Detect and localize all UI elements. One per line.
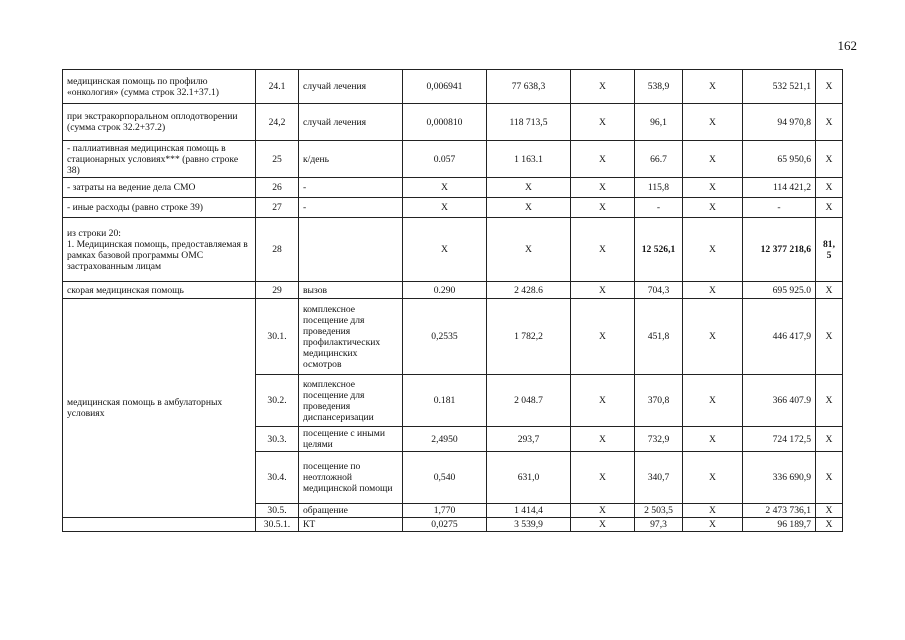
row-code: 26 <box>256 178 299 198</box>
cell-norm: 0.057 <box>403 141 487 178</box>
row-code: 25 <box>256 141 299 178</box>
cell-c10: X <box>816 141 843 178</box>
cell-c8: X <box>683 299 743 375</box>
cell-c6: X <box>571 504 635 518</box>
row-name: - иные расходы (равно строке 39) <box>63 198 256 218</box>
table-row <box>63 282 843 299</box>
row-name: - затраты на ведение дела СМО <box>63 178 256 198</box>
row-name: из строки 20: 1. Медицинская помощь, предоставляемая в рамках базовой программы ОМС застрахованным лицам <box>63 218 256 282</box>
cell-c6: X <box>571 104 635 141</box>
cell-cost: 1 163.1 <box>487 141 571 178</box>
row-unit: КТ <box>299 518 403 532</box>
table-row <box>63 178 843 198</box>
cell-norm: 0.290 <box>403 282 487 299</box>
cell-c9: 2 473 736,1 <box>743 504 816 518</box>
cell-c9: 96 189,7 <box>743 518 816 532</box>
cell-c10: 81, 5 <box>816 218 843 282</box>
cell-norm: 0,0275 <box>403 518 487 532</box>
cell-c7: 538,9 <box>635 70 683 104</box>
row-name: при экстракорпоральном оплодотворении (сумма строк 32.2+37.2) <box>63 104 256 141</box>
cell-c8: X <box>683 452 743 504</box>
row-code: 29 <box>256 282 299 299</box>
cell-cost: 631,0 <box>487 452 571 504</box>
cell-c7: 704,3 <box>635 282 683 299</box>
row-unit: - <box>299 198 403 218</box>
cell-cost: 118 713,5 <box>487 104 571 141</box>
row-unit: случай лечения <box>299 70 403 104</box>
cell-c9: 724 172,5 <box>743 427 816 452</box>
cell-cost: 293,7 <box>487 427 571 452</box>
cell-cost: 1 414,4 <box>487 504 571 518</box>
cell-norm: X <box>403 178 487 198</box>
row-code: 30.4. <box>256 452 299 504</box>
row-code: 24.1 <box>256 70 299 104</box>
cell-c9: - <box>743 198 816 218</box>
row-code: 30.5. <box>256 504 299 518</box>
cell-cost: X <box>487 198 571 218</box>
row-unit: - <box>299 178 403 198</box>
table-row <box>63 198 843 218</box>
cell-cost: 2 428.6 <box>487 282 571 299</box>
row-unit: случай лечения <box>299 104 403 141</box>
cell-c6: X <box>571 282 635 299</box>
cell-c10: X <box>816 178 843 198</box>
cell-c8: X <box>683 218 743 282</box>
cell-c7: 451,8 <box>635 299 683 375</box>
row-code: 30.3. <box>256 427 299 452</box>
cell-c7: 12 526,1 <box>635 218 683 282</box>
cell-c6: X <box>571 452 635 504</box>
cell-c7: 96,1 <box>635 104 683 141</box>
cell-cost: 1 782,2 <box>487 299 571 375</box>
cell-norm: 2,4950 <box>403 427 487 452</box>
cell-c6: X <box>571 141 635 178</box>
row-code: 24,2 <box>256 104 299 141</box>
cell-c8: X <box>683 427 743 452</box>
cell-c6: X <box>571 518 635 532</box>
cell-c10: X <box>816 375 843 427</box>
table-row <box>63 104 843 141</box>
cell-c9: 336 690,9 <box>743 452 816 504</box>
row-unit: посещение с иными целями <box>299 427 403 452</box>
ambulatory-name: медицинская помощь в амбулаторных условиях <box>63 299 256 518</box>
cell-c10: X <box>816 104 843 141</box>
row-unit: посещение по неотложной медицинской помощи <box>299 452 403 504</box>
cell-c8: X <box>683 504 743 518</box>
cell-c8: X <box>683 198 743 218</box>
cell-c10: X <box>816 504 843 518</box>
cell-norm: X <box>403 218 487 282</box>
cell-c9: 65 950,6 <box>743 141 816 178</box>
cell-c7: 340,7 <box>635 452 683 504</box>
row-name: скорая медицинская помощь <box>63 282 256 299</box>
row-unit <box>299 218 403 282</box>
cell-c10: X <box>816 452 843 504</box>
row-name: медицинская помощь по профилю «онкология» (сумма строк 32.1+37.1) <box>63 70 256 104</box>
cell-c6: X <box>571 218 635 282</box>
cell-cost: 3 539,9 <box>487 518 571 532</box>
table-row <box>63 141 843 178</box>
table-row <box>63 218 843 282</box>
cell-norm: X <box>403 198 487 218</box>
cell-c7: 370,8 <box>635 375 683 427</box>
row-unit: комплексное посещение для проведения диспансеризации <box>299 375 403 427</box>
cell-cost: 77 638,3 <box>487 70 571 104</box>
cell-c7: 115,8 <box>635 178 683 198</box>
cell-c7: 66.7 <box>635 141 683 178</box>
row-unit: вызов <box>299 282 403 299</box>
financing-table <box>62 69 843 532</box>
cell-norm: 1,770 <box>403 504 487 518</box>
cell-c8: X <box>683 518 743 532</box>
cell-c7: 97,3 <box>635 518 683 532</box>
cell-cost: 2 048.7 <box>487 375 571 427</box>
cell-c10: X <box>816 518 843 532</box>
cell-c9: 12 377 218,6 <box>743 218 816 282</box>
cell-c6: X <box>571 70 635 104</box>
cell-c9: 695 925.0 <box>743 282 816 299</box>
table-row <box>63 518 843 532</box>
cell-cost: X <box>487 218 571 282</box>
table-row <box>63 299 843 375</box>
cell-cost: X <box>487 178 571 198</box>
cell-norm: 0,000810 <box>403 104 487 141</box>
cell-norm: 0,2535 <box>403 299 487 375</box>
cell-c8: X <box>683 282 743 299</box>
cell-c6: X <box>571 427 635 452</box>
cell-c10: X <box>816 299 843 375</box>
cell-c9: 446 417,9 <box>743 299 816 375</box>
cell-c10: X <box>816 282 843 299</box>
cell-c8: X <box>683 178 743 198</box>
cell-norm: 0,006941 <box>403 70 487 104</box>
cell-c7: - <box>635 198 683 218</box>
cell-c7: 2 503,5 <box>635 504 683 518</box>
row-name-empty <box>63 518 256 532</box>
cell-c9: 94 970,8 <box>743 104 816 141</box>
cell-c8: X <box>683 141 743 178</box>
cell-c6: X <box>571 198 635 218</box>
row-unit: к/день <box>299 141 403 178</box>
cell-c8: X <box>683 70 743 104</box>
row-unit: обращение <box>299 504 403 518</box>
row-name: - паллиативная медицинская помощь в стационарных условиях*** (равно строке 38) <box>63 141 256 178</box>
row-code: 30.5.1. <box>256 518 299 532</box>
cell-c10: X <box>816 70 843 104</box>
cell-c9: 532 521,1 <box>743 70 816 104</box>
cell-c6: X <box>571 375 635 427</box>
cell-c8: X <box>683 104 743 141</box>
cell-norm: 0.181 <box>403 375 487 427</box>
row-unit: комплексное посещение для проведения профилактических медицинских осмотров <box>299 299 403 375</box>
row-code: 28 <box>256 218 299 282</box>
cell-c8: X <box>683 375 743 427</box>
cell-c10: X <box>816 427 843 452</box>
cell-norm: 0,540 <box>403 452 487 504</box>
cell-c6: X <box>571 178 635 198</box>
cell-c9: 114 421,2 <box>743 178 816 198</box>
row-code: 30.1. <box>256 299 299 375</box>
table-row <box>63 70 843 104</box>
page-number: 162 <box>837 38 857 53</box>
cell-c6: X <box>571 299 635 375</box>
cell-c7: 732,9 <box>635 427 683 452</box>
row-code: 30.2. <box>256 375 299 427</box>
row-code: 27 <box>256 198 299 218</box>
cell-c9: 366 407.9 <box>743 375 816 427</box>
cell-c10: X <box>816 198 843 218</box>
